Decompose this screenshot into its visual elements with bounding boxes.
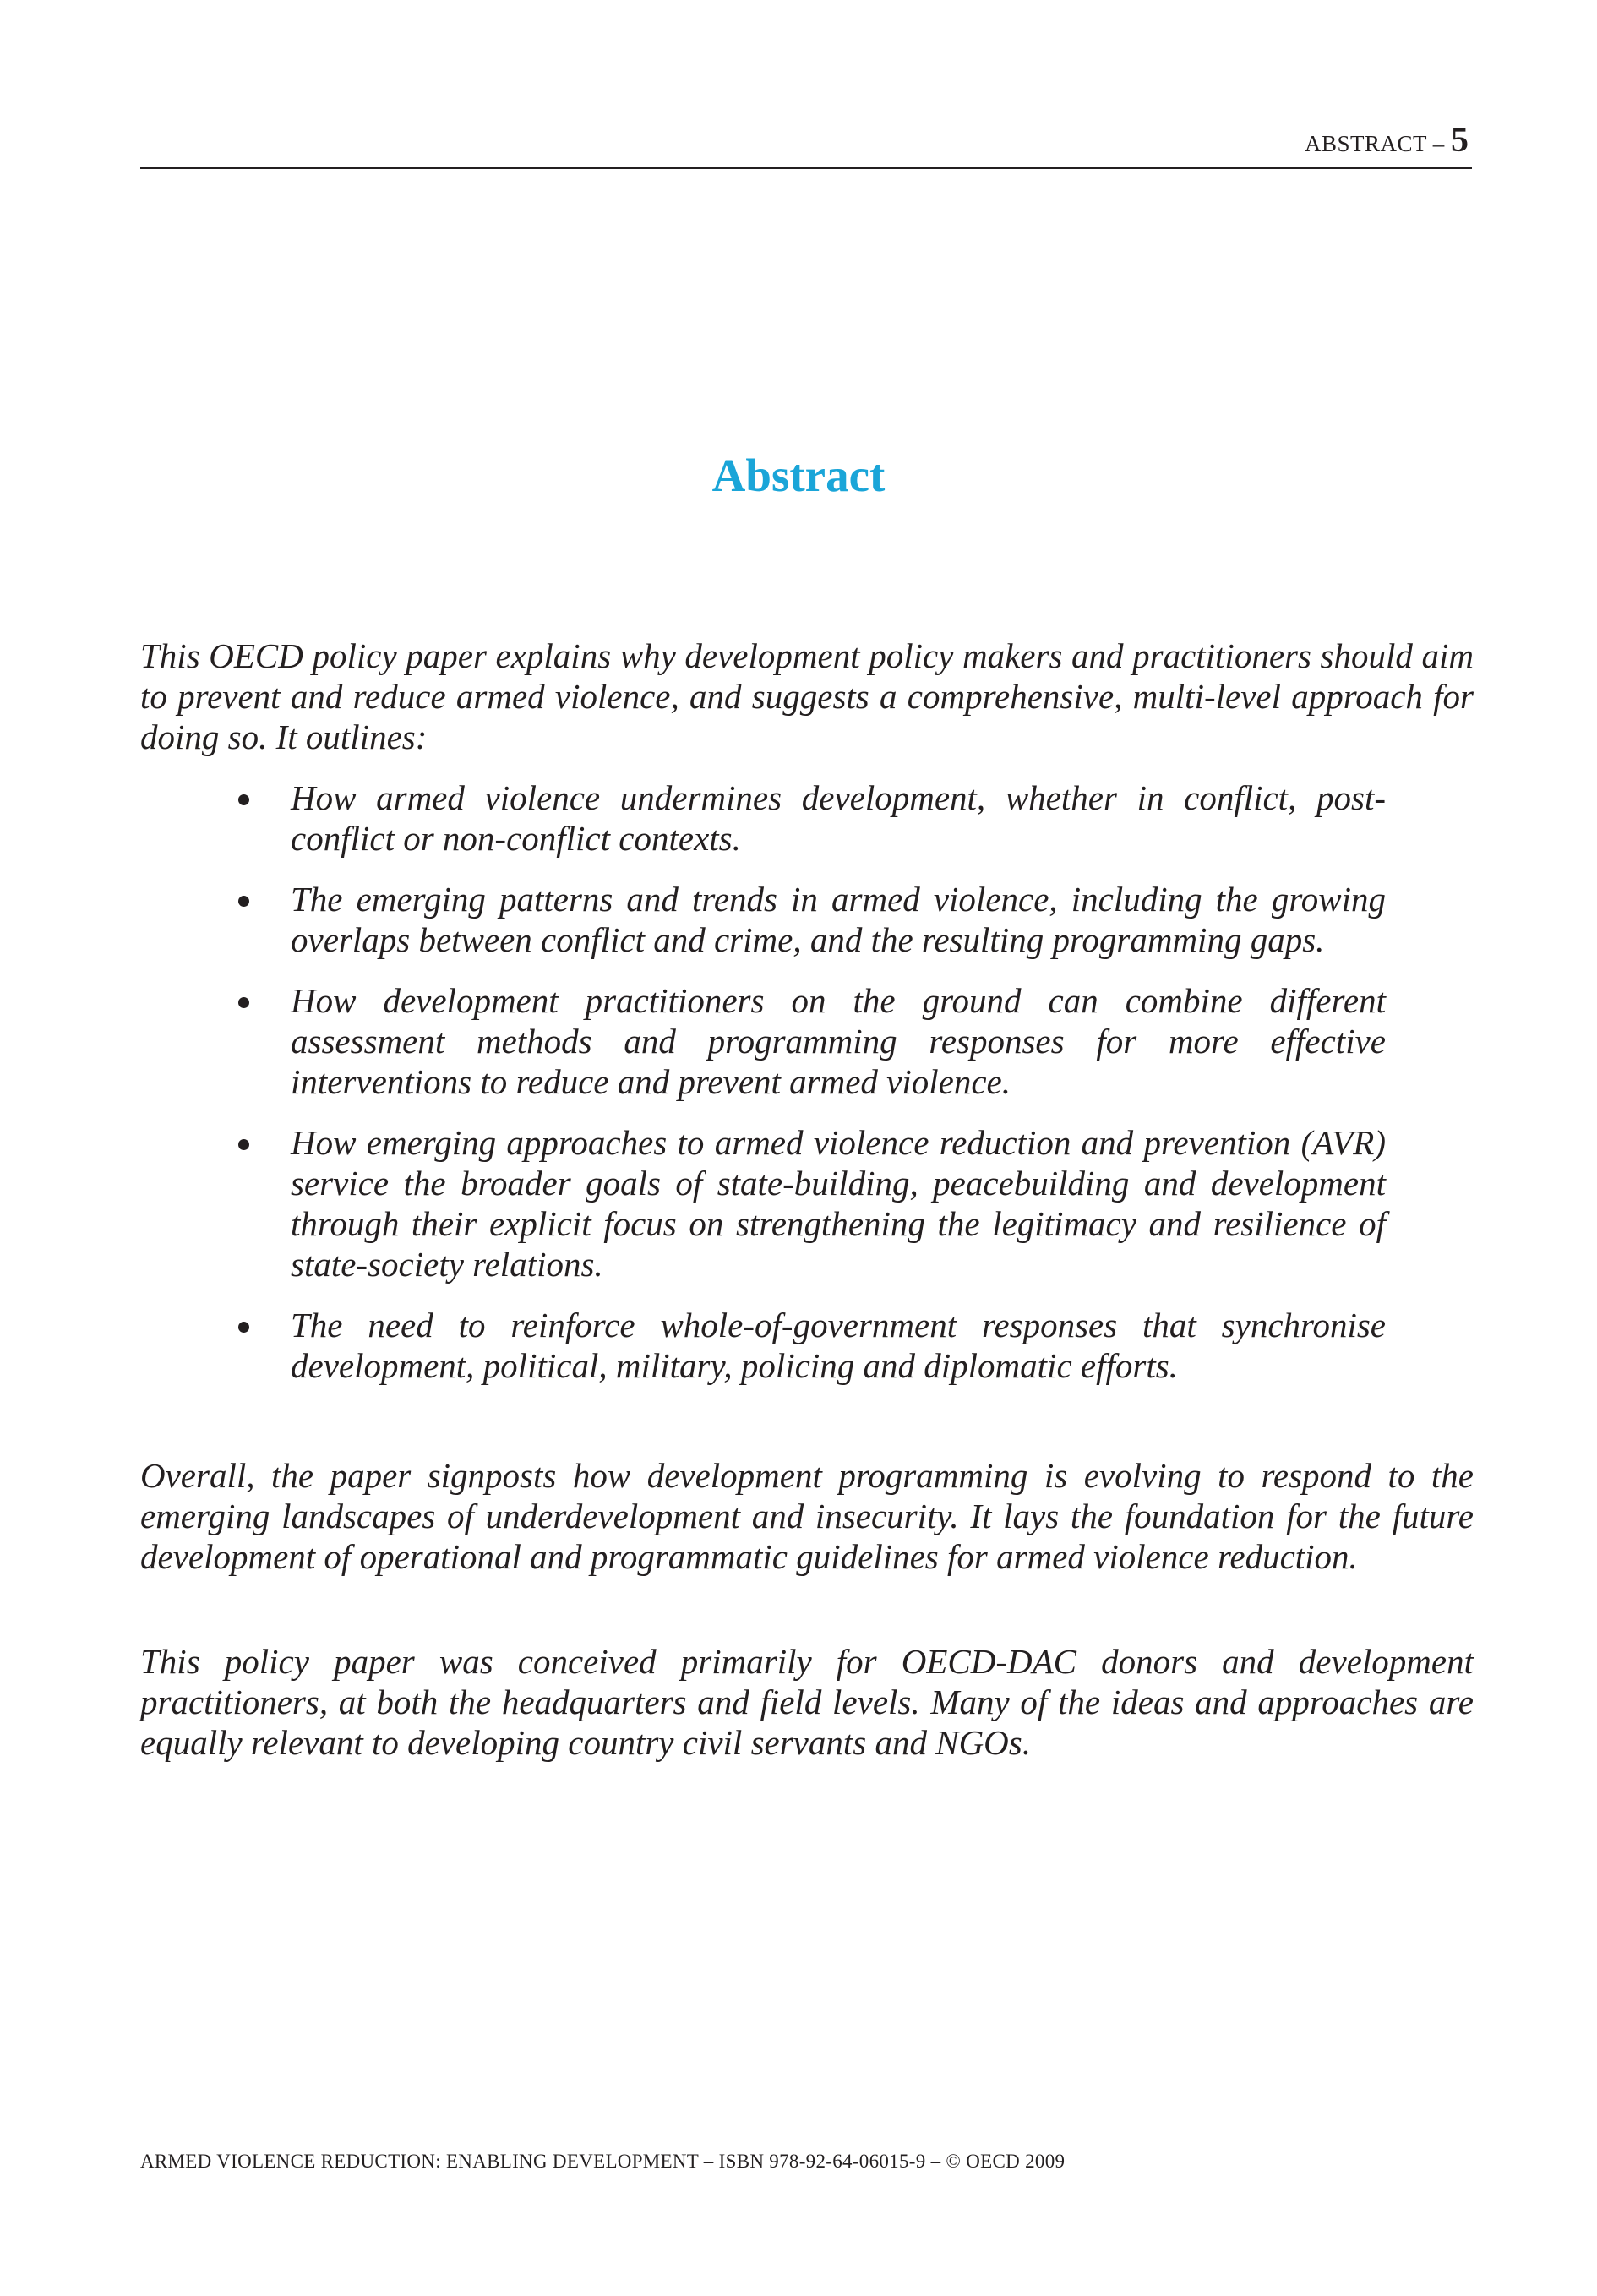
list-item-text: How armed violence undermines development, whether in conflict, post-conflict or non-conflict contexts. bbox=[291, 778, 1386, 858]
list-item bbox=[291, 879, 1386, 960]
bullet-icon bbox=[238, 1139, 249, 1150]
running-header bbox=[140, 118, 1472, 169]
header-section: ABSTRACT – bbox=[1304, 131, 1451, 156]
page-title: Abstract bbox=[711, 450, 886, 501]
list-item-text: The need to reinforce whole-of-government responses that synchronise development, political, military, policing and diplomatic efforts. bbox=[291, 1306, 1386, 1385]
bullet-icon bbox=[238, 997, 249, 1008]
bullet-icon bbox=[238, 1322, 249, 1333]
bullet-icon bbox=[238, 896, 249, 907]
list-item bbox=[291, 1122, 1386, 1284]
list-item bbox=[291, 777, 1386, 859]
page-footer: ARMED VIOLENCE REDUCTION: ENABLING DEVELOPMENT – ISBN 978-92-64-06015-9 – © OECD 2009 bbox=[140, 2151, 1066, 2172]
list-item bbox=[291, 1305, 1386, 1386]
intro-paragraph: This OECD policy paper explains why development policy makers and practitioners should aim to prevent and reduce armed violence, and suggests a comprehensive, multi-level approach for doing so. It outlines: bbox=[140, 636, 1474, 756]
outline-list bbox=[291, 777, 1386, 1406]
list-item-text: The emerging patterns and trends in armed violence, including the growing overlaps between conflict and crime, and the resulting programming gaps. bbox=[291, 880, 1386, 959]
page-number: 5 bbox=[1451, 121, 1469, 160]
list-item-text: How development practitioners on the ground can combine different assessment methods and programming responses for more effective interventions to reduce and prevent armed violence. bbox=[291, 981, 1386, 1101]
bullet-icon bbox=[238, 794, 249, 805]
list-item-text: How emerging approaches to armed violence reduction and prevention (AVR) service the broader goals of state-building, peacebuilding and development through their explicit focus on strengthening the legitimacy and resilience of state-society relations. bbox=[291, 1123, 1386, 1284]
header-text bbox=[1305, 120, 1469, 161]
audience-paragraph: This policy paper was conceived primarily for OECD-DAC donors and development practitioners, at both the headquarters and field levels. Many of the ideas and approaches are equally relevant to developing country civil servants and NGOs. bbox=[140, 1642, 1474, 1762]
overall-paragraph: Overall, the paper signposts how development programming is evolving to respond to the emerging landscapes of underdevelopment and insecurity. It lays the foundation for the future development of operational and programmatic guidelines for armed violence reduction. bbox=[140, 1456, 1474, 1576]
list-item bbox=[291, 980, 1386, 1102]
